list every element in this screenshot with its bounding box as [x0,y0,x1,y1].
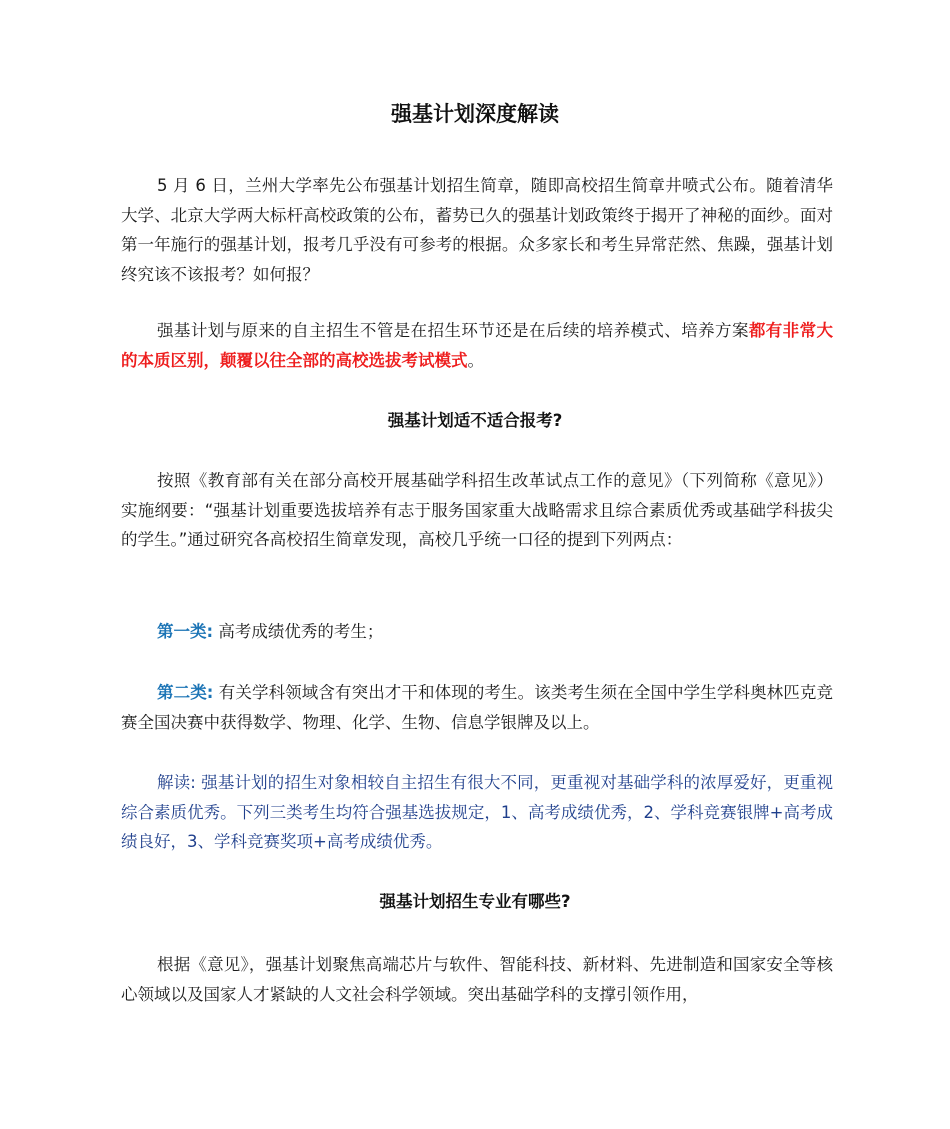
interpretation-paragraph [121,768,833,857]
category-two-label: 第二类: [157,683,214,702]
category-one-label: 第一类: [157,622,214,641]
intro-paragraph: 5 月 6 日，兰州大学率先公布强基计划招生简章，随即高校招生简章井喷式公布。随着清华大学、北京大学两大标杆高校政策的公布，蓄势已久的强基计划政策终于揭开了神秘的面纱。面对第一年施行的强基计划，报考几乎没有可参考的根据。众多家长和考生异常茫然、焦躁，强基计划终究该不该报考？如何报？ [121,176,833,284]
majors-paragraph: 根据《意见》，强基计划聚焦高端芯片与软件、智能科技、新材料、先进制造和国家安全等核心领域以及国家人才紧缺的人文社会科学领域。突出基础学科的支撑引领作用， [121,955,833,1004]
interpretation-text: 强基计划的招生对象相较自主招生有很大不同，更重视对基础学科的浓厚爱好，更重视综合素质优秀。下列三类考生均符合强基选拔规定，1、高考成绩优秀，2、学科竞赛银牌+高考成绩良好，3、学科竞赛奖项+高考成绩优秀。 [121,773,834,851]
subheading-majors: 强基计划招生专业有哪些? [379,892,571,911]
difference-end: 。 [467,350,484,370]
subheading-suitability: 强基计划适不适合报考? [387,411,563,430]
category-two-paragraph [121,678,833,737]
opinion-paragraph: 按照《教育部有关在部分高校开展基础学科招生改革试点工作的意见》（下列简称《意见》）实施纲要：“强基计划重要选拔培养有志于服务国家重大战略需求且综合素质优秀或基础学科拔尖的学生。”通过研究各高校招生简章发现，高校几乎统一口径的提到下列两点： [121,471,833,549]
difference-text: 强基计划与原来的自主招生不管是在招生环节还是在后续的培养模式、培养方案 [157,321,749,340]
difference-paragraph [121,316,833,375]
interpretation-label: 解读: [157,773,196,792]
category-two-text: 有关学科领域含有突出才干和体现的考生。该类考生须在全国中学生学科奥林匹克竞赛全国决赛中获得数学、物理、化学、生物、信息学银牌及以上。 [121,683,833,732]
category-one-text: 高考成绩优秀的考生； [213,622,384,641]
difference-highlight: 都有非常大的本质区别，颠覆以往全部的高校选拔考试模式 [121,321,834,370]
document-title: 强基计划深度解读 [391,102,559,126]
category-one-paragraph [121,617,833,647]
